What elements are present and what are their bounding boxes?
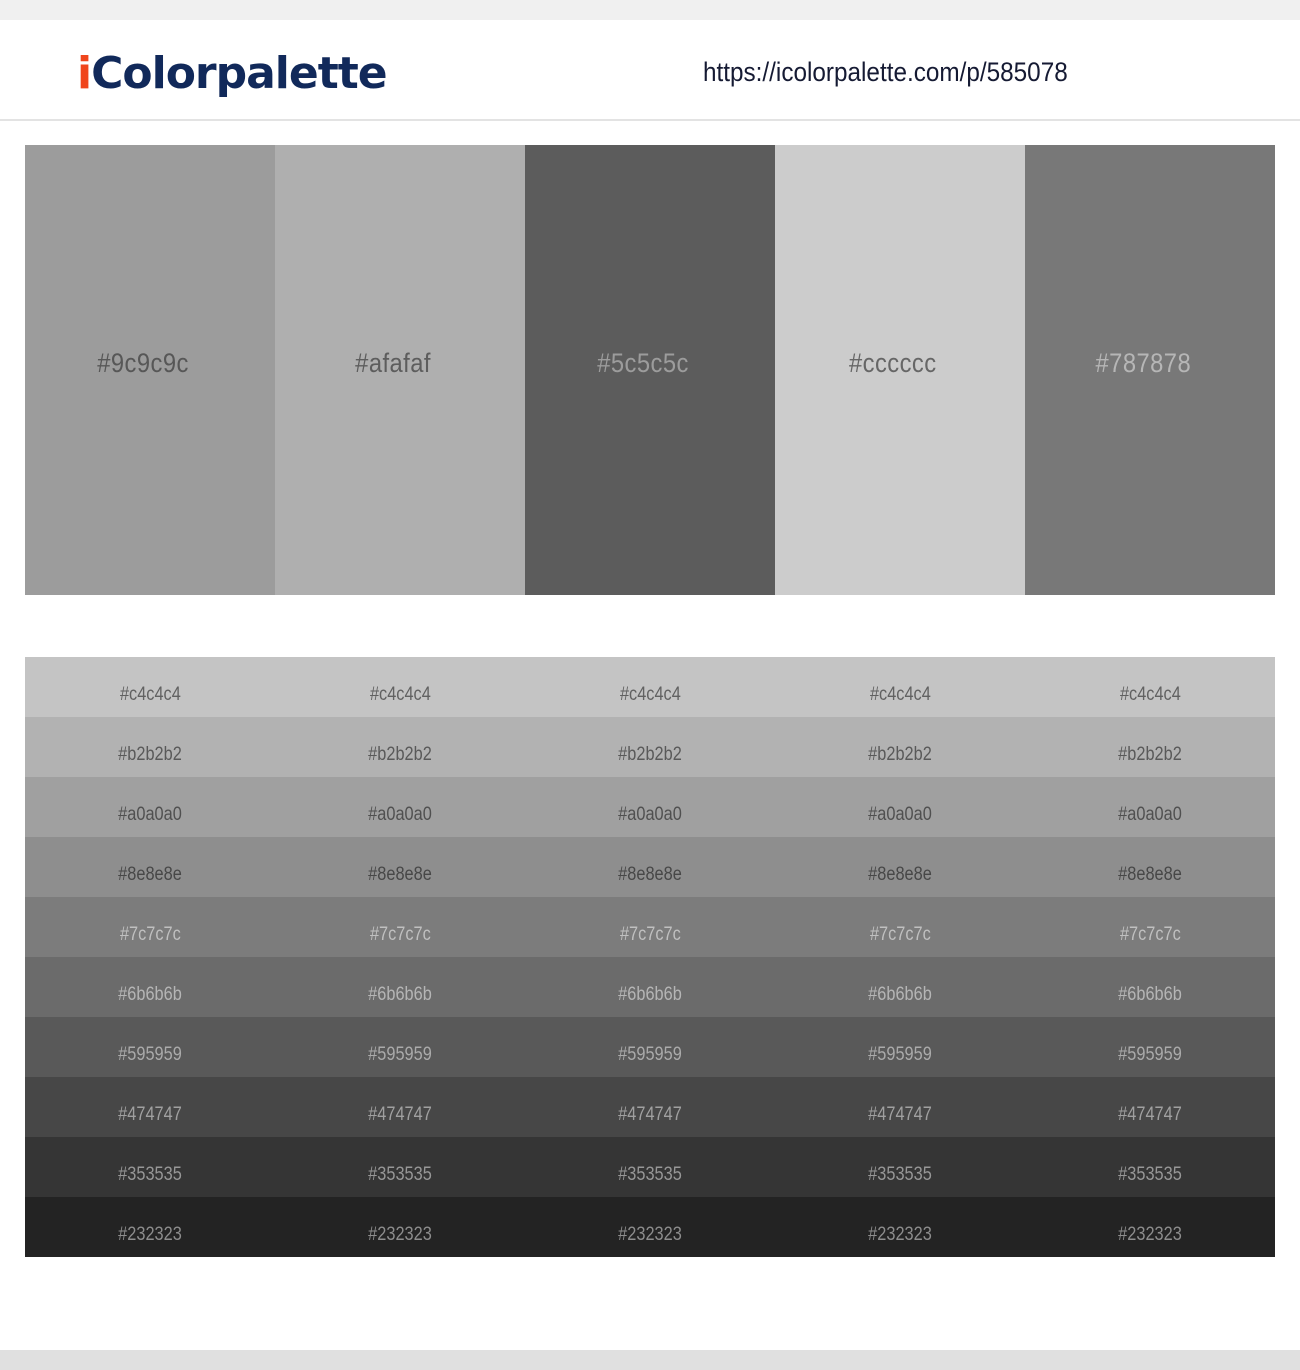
shade-cell[interactable] xyxy=(1025,1017,1275,1077)
shade-cell[interactable] xyxy=(525,657,775,717)
shade-hex-label: #6b6b6b xyxy=(868,984,932,1005)
shade-cell[interactable] xyxy=(775,777,1025,837)
shade-cell[interactable] xyxy=(775,957,1025,1017)
shade-cell[interactable] xyxy=(775,657,1025,717)
shade-hex-label: #474747 xyxy=(618,1104,682,1125)
palette-swatches xyxy=(25,145,1275,595)
shade-cell[interactable] xyxy=(525,1137,775,1197)
shade-cell[interactable] xyxy=(275,837,525,897)
shade-cell[interactable] xyxy=(275,897,525,957)
shade-cell[interactable] xyxy=(275,1077,525,1137)
shade-cell[interactable] xyxy=(525,957,775,1017)
shade-cell[interactable] xyxy=(275,657,525,717)
palette-swatch[interactable] xyxy=(275,145,525,595)
shade-cell[interactable] xyxy=(275,1197,525,1257)
shade-hex-label: #a0a0a0 xyxy=(368,804,432,825)
header xyxy=(0,20,1300,121)
shade-hex-label: #6b6b6b xyxy=(118,984,182,1005)
shade-row xyxy=(25,837,1275,897)
shade-hex-label: #a0a0a0 xyxy=(868,804,932,825)
shade-hex-label: #6b6b6b xyxy=(368,984,432,1005)
shade-cell[interactable] xyxy=(25,1017,275,1077)
shade-hex-label: #b2b2b2 xyxy=(118,744,182,765)
shade-hex-label: #353535 xyxy=(118,1164,182,1185)
shade-cell[interactable] xyxy=(1025,837,1275,897)
shade-hex-label: #595959 xyxy=(368,1044,432,1065)
shade-hex-label: #232323 xyxy=(868,1224,932,1245)
swatch-hex-label: #787878 xyxy=(1095,347,1191,378)
shade-hex-label: #353535 xyxy=(368,1164,432,1185)
shade-hex-label: #b2b2b2 xyxy=(618,744,682,765)
shade-cell[interactable] xyxy=(275,1137,525,1197)
shade-hex-label: #c4c4c4 xyxy=(369,684,431,705)
palette-swatch[interactable] xyxy=(25,145,275,595)
shade-hex-label: #b2b2b2 xyxy=(368,744,432,765)
site-logo[interactable] xyxy=(77,46,387,102)
palette-swatch[interactable] xyxy=(1025,145,1275,595)
shade-hex-label: #232323 xyxy=(368,1224,432,1245)
shade-cell[interactable] xyxy=(25,1137,275,1197)
shade-row xyxy=(25,957,1275,1017)
shade-cell[interactable] xyxy=(25,1197,275,1257)
shade-hex-label: #474747 xyxy=(868,1104,932,1125)
shade-cell[interactable] xyxy=(775,837,1025,897)
swatch-hex-label: #9c9c9c xyxy=(97,347,189,378)
shade-row xyxy=(25,657,1275,717)
palette-swatch[interactable] xyxy=(525,145,775,595)
logo-text: Colorpalette xyxy=(91,48,387,99)
shade-hex-label: #353535 xyxy=(618,1164,682,1185)
shade-hex-label: #a0a0a0 xyxy=(618,804,682,825)
shade-cell[interactable] xyxy=(1025,897,1275,957)
swatch-hex-label: #cccccc xyxy=(849,347,937,378)
shade-hex-label: #353535 xyxy=(1118,1164,1182,1185)
shade-cell[interactable] xyxy=(25,717,275,777)
shade-hex-label: #8e8e8e xyxy=(118,864,182,885)
shade-cell[interactable] xyxy=(775,1137,1025,1197)
shade-cell[interactable] xyxy=(1025,657,1275,717)
shade-row xyxy=(25,717,1275,777)
shade-cell[interactable] xyxy=(275,1017,525,1077)
shade-hex-label: #8e8e8e xyxy=(868,864,932,885)
shade-row xyxy=(25,1137,1275,1197)
logo-initial: i xyxy=(77,48,92,99)
shade-hex-label: #474747 xyxy=(118,1104,182,1125)
shade-hex-label: #474747 xyxy=(368,1104,432,1125)
palette-url[interactable]: https://icolorpalette.com/p/585078 xyxy=(703,57,1068,87)
shade-hex-label: #232323 xyxy=(118,1224,182,1245)
shade-cell[interactable] xyxy=(25,837,275,897)
shade-hex-label: #595959 xyxy=(618,1044,682,1065)
shade-row xyxy=(25,897,1275,957)
shade-row xyxy=(25,777,1275,837)
shade-hex-label: #7c7c7c xyxy=(369,924,431,945)
shade-cell[interactable] xyxy=(1025,1077,1275,1137)
shade-row xyxy=(25,1077,1275,1137)
shade-cell[interactable] xyxy=(25,657,275,717)
shade-cell[interactable] xyxy=(275,957,525,1017)
shade-hex-label: #a0a0a0 xyxy=(118,804,182,825)
shade-hex-label: #a0a0a0 xyxy=(1118,804,1182,825)
shade-hex-label: #c4c4c4 xyxy=(1119,684,1181,705)
shade-hex-label: #595959 xyxy=(1118,1044,1182,1065)
shade-cell[interactable] xyxy=(25,897,275,957)
shade-cell[interactable] xyxy=(525,717,775,777)
shade-hex-label: #b2b2b2 xyxy=(868,744,932,765)
shade-cell[interactable] xyxy=(775,1017,1025,1077)
shade-hex-label: #232323 xyxy=(618,1224,682,1245)
shade-cell[interactable] xyxy=(775,717,1025,777)
shade-cell[interactable] xyxy=(25,777,275,837)
shade-hex-label: #6b6b6b xyxy=(1118,984,1182,1005)
shade-hex-label: #6b6b6b xyxy=(618,984,682,1005)
shade-cell[interactable] xyxy=(525,777,775,837)
shade-cell[interactable] xyxy=(525,837,775,897)
shade-cell[interactable] xyxy=(775,897,1025,957)
shade-hex-label: #7c7c7c xyxy=(869,924,931,945)
shade-cell[interactable] xyxy=(25,957,275,1017)
shade-cell[interactable] xyxy=(525,1017,775,1077)
shade-cell[interactable] xyxy=(25,1077,275,1137)
shade-hex-label: #7c7c7c xyxy=(1119,924,1181,945)
shade-cell[interactable] xyxy=(775,1077,1025,1137)
shade-hex-label: #232323 xyxy=(1118,1224,1182,1245)
shade-hex-label: #7c7c7c xyxy=(619,924,681,945)
shade-cell[interactable] xyxy=(525,1197,775,1257)
shade-hex-label: #8e8e8e xyxy=(1118,864,1182,885)
shade-cell[interactable] xyxy=(775,1197,1025,1257)
shade-hex-label: #595959 xyxy=(868,1044,932,1065)
shade-cell[interactable] xyxy=(525,897,775,957)
shades-grid xyxy=(25,657,1275,1257)
bottom-strip xyxy=(0,1350,1300,1370)
shade-hex-label: #353535 xyxy=(868,1164,932,1185)
shade-cell[interactable] xyxy=(1025,957,1275,1017)
shade-hex-label: #c4c4c4 xyxy=(119,684,181,705)
shade-hex-label: #b2b2b2 xyxy=(1118,744,1182,765)
shade-row xyxy=(25,1197,1275,1257)
shade-cell[interactable] xyxy=(275,777,525,837)
shade-hex-label: #8e8e8e xyxy=(618,864,682,885)
shade-row xyxy=(25,1017,1275,1077)
top-strip xyxy=(0,0,1300,20)
shade-hex-label: #474747 xyxy=(1118,1104,1182,1125)
shade-hex-label: #c4c4c4 xyxy=(619,684,681,705)
shade-cell[interactable] xyxy=(525,1077,775,1137)
shade-hex-label: #595959 xyxy=(118,1044,182,1065)
shade-hex-label: #7c7c7c xyxy=(119,924,181,945)
swatch-hex-label: #afafaf xyxy=(355,347,431,378)
shade-hex-label: #c4c4c4 xyxy=(869,684,931,705)
shade-hex-label: #8e8e8e xyxy=(368,864,432,885)
shade-cell[interactable] xyxy=(1025,717,1275,777)
shade-cell[interactable] xyxy=(1025,1137,1275,1197)
shade-cell[interactable] xyxy=(1025,1197,1275,1257)
palette-swatch[interactable] xyxy=(775,145,1025,595)
shade-cell[interactable] xyxy=(1025,777,1275,837)
swatch-hex-label: #5c5c5c xyxy=(597,347,689,378)
shade-cell[interactable] xyxy=(275,717,525,777)
